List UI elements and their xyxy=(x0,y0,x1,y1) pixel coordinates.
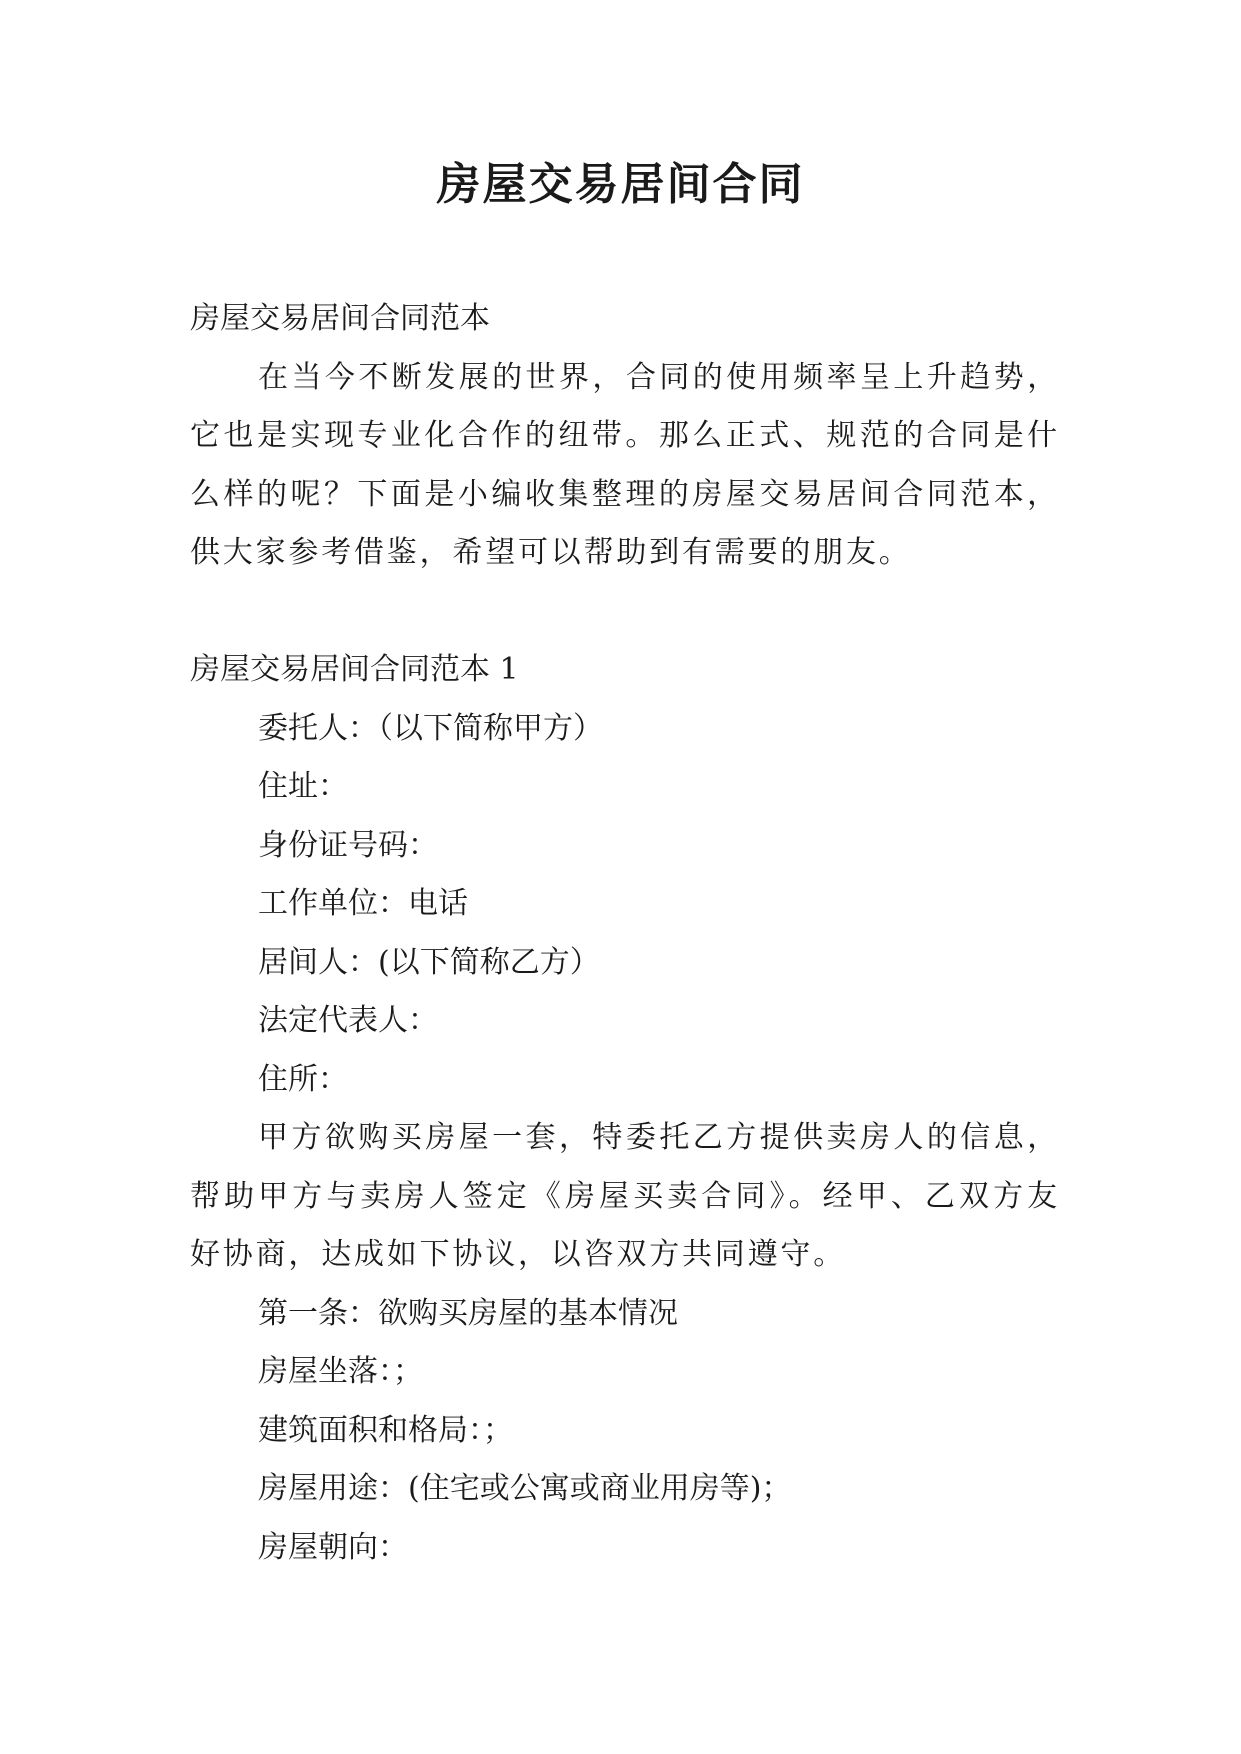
article-1-item-orientation: 房屋朝向： xyxy=(258,1529,408,1565)
article-1-item-usage: 房屋用途：(住宅或公寓或商业用房等)； xyxy=(258,1471,792,1506)
document-title: 房屋交易居间合同 xyxy=(436,159,805,210)
field-client: 委托人：（以下简称甲方） xyxy=(258,710,603,746)
intro-paragraph: 在当今不断发展的世界，合同的使用频率呈上升趋势，它也是实现专业化合作的纽带。那么正式、规范的合同是什么样的呢？下面是小编收集整理的房屋交易居间合同范本，供大家参考借鉴，希望可以帮助到有需要的朋友。 xyxy=(190,359,1060,570)
section-heading: 房屋交易居间合同范本 1 xyxy=(190,652,519,687)
blank-line xyxy=(190,583,1060,642)
article-1-item-area-layout: 建筑面积和格局：； xyxy=(258,1412,513,1448)
field-legal-representative: 法定代表人： xyxy=(258,1003,438,1038)
field-id-number: 身份证号码： xyxy=(258,827,438,863)
field-intermediary: 居间人：(以下简称乙方） xyxy=(258,944,600,980)
field-domicile: 住所： xyxy=(258,1061,348,1097)
document-body xyxy=(190,290,1060,1577)
article-1-item-location: 房屋坐落：； xyxy=(258,1354,423,1389)
subtitle: 房屋交易居间合同范本 xyxy=(190,301,490,336)
field-address: 住址： xyxy=(258,769,348,804)
field-employer-phone: 工作单位：电话 xyxy=(258,886,468,921)
article-1-heading: 第一条：欲购买房屋的基本情况 xyxy=(258,1295,678,1331)
body-paragraph: 甲方欲购买房屋一套，特委托乙方提供卖房人的信息，帮助甲方与卖房人签定《房屋买卖合同》。经甲、乙双方友好协商，达成如下协议，以咨双方共同遵守。 xyxy=(190,1120,1060,1272)
